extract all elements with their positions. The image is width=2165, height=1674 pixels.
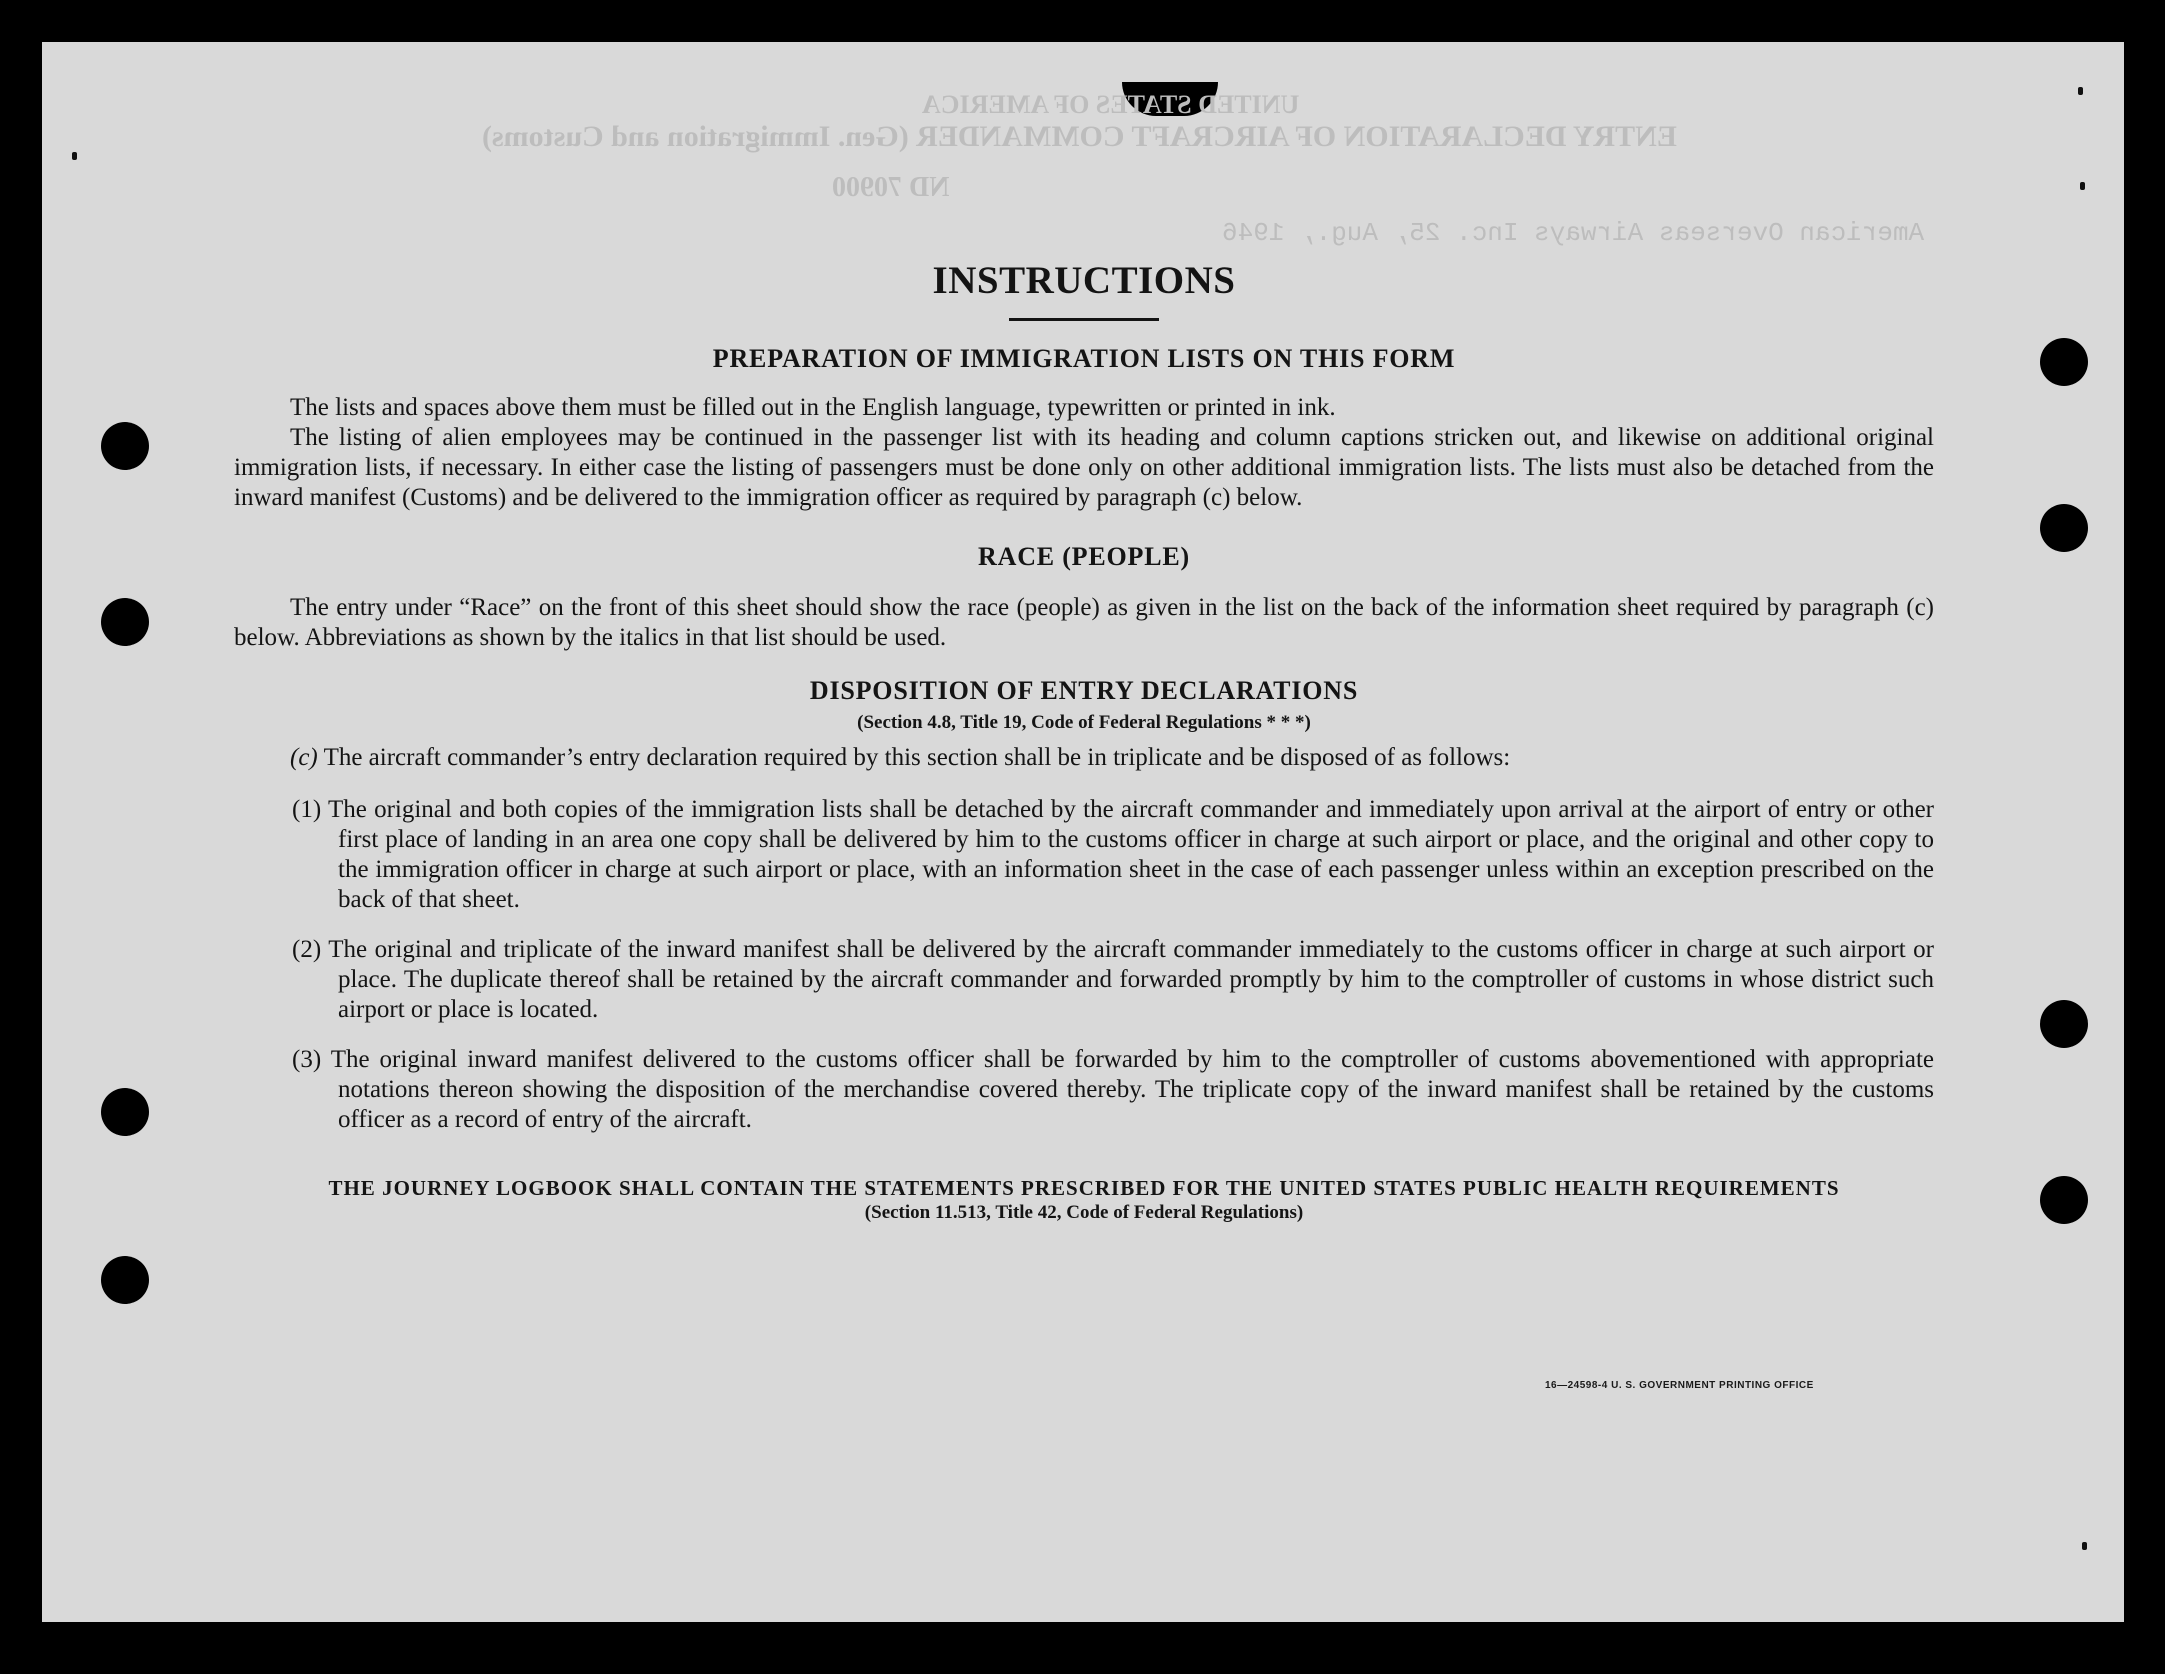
paragraph: The entry under “Race” on the front of this sheet should show the race (people) as given in the list on the back of the information sheet required by paragraph (c) below. Abbreviations as shown by the italics in that list should be used.: [234, 594, 1934, 651]
section-heading-disposition: DISPOSITION OF ENTRY DECLARATIONS: [809, 676, 1359, 705]
punch-hole: [2040, 1176, 2088, 1224]
punch-hole: [101, 1088, 149, 1136]
section-heading-race: RACE (PEOPLE): [978, 542, 1190, 571]
instructions-content: [234, 258, 1934, 1225]
list-item: [234, 1045, 1934, 1135]
bleed-through-line: ND 70900: [832, 172, 950, 203]
speck-mark: [2078, 87, 2083, 95]
speck-mark: [2082, 1542, 2087, 1550]
punch-hole: [2040, 338, 2088, 386]
printer-mark: 16—24598-4 U. S. GOVERNMENT PRINTING OFFICE: [1545, 1380, 1814, 1391]
punch-hole: [101, 598, 149, 646]
bleed-through-line: American Overseas Airways Inc. 25, Aug., 1946: [1222, 218, 1925, 248]
item-number: (1): [292, 796, 322, 823]
item-text: The original and both copies of the immigration lists shall be detached by the aircraft commander and immediately upon arrival at the airport of entry or other first place of landing in an area one copy shall be delivered by him to the customs officer in charge at such airport or place, and the original and other copy to the immigration officer in charge at such airport or place, with an information sheet in the case of each passenger unless within an exception prescribed on the back of that sheet.: [327, 796, 1934, 913]
paragraph-c: [234, 743, 1934, 773]
paragraph: The listing of alien employees may be continued in the passenger list with its heading and column captions stricken out, and likewise on additional original immigration lists, if necessary. In either case the listing of passengers must be done only on other additional immigration lists. The lists must also be detached from the inward manifest (Customs) and be delivered to the immigration officer as required by paragraph (c) below.: [234, 424, 1934, 511]
item-number: (2): [292, 936, 322, 963]
page-title: INSTRUCTIONS: [932, 259, 1236, 302]
footer-citation: (Section 11.513, Title 42, Code of Federal Regulations): [864, 1202, 1304, 1223]
paragraph: The lists and spaces above them must be filled out in the English language, typewritten or printed in ink.: [290, 394, 1336, 421]
punch-hole: [101, 422, 149, 470]
punch-hole: [101, 1256, 149, 1304]
item-text: The original inward manifest delivered to the customs officer shall be forwarded by him to the comptroller of customs abovementioned with appropriate notations thereon showing the disposition of the merchandise covered thereby. The triplicate copy of the inward manifest shall be retained by the customs officer as a record of entry of the aircraft.: [330, 1046, 1934, 1133]
speck-mark: [72, 152, 77, 160]
punch-hole: [2040, 1000, 2088, 1048]
paragraph-text: The aircraft commander’s entry declaration required by this section shall be in triplicate and be disposed of as follows:: [323, 744, 1511, 771]
item-text: The original and triplicate of the inward manifest shall be delivered by the aircraft commander immediately to the customs officer in charge at such airport or place. The duplicate thereof shall be retained by the aircraft commander and forwarded promptly by him to the comptroller of customs in whose district such airport or place is located.: [328, 936, 1934, 1023]
punch-hole: [2040, 504, 2088, 552]
footer-title: THE JOURNEY LOGBOOK SHALL CONTAIN THE STATEMENTS PRESCRIBED FOR THE UNITED STATES PUBLIC HEALTH REQUIREMENTS: [328, 1176, 1840, 1200]
bleed-through-line: UNITED STATES OF AMERICA: [922, 90, 1300, 119]
speck-mark: [2080, 182, 2085, 190]
list-item: [234, 795, 1934, 915]
bleed-through-line: ENTRY DECLARATION OF AIRCRAFT COMMANDER (Gen. Immigration and Customs): [482, 120, 1677, 153]
section-heading-preparation: PREPARATION OF IMMIGRATION LISTS ON THIS FORM: [712, 344, 1456, 373]
paragraph-label: (c): [290, 744, 318, 771]
item-number: (3): [292, 1046, 322, 1073]
section-citation: (Section 4.8, Title 19, Code of Federal Regulations * * *): [857, 712, 1311, 733]
title-divider: [1009, 318, 1159, 321]
list-item: [234, 935, 1934, 1025]
